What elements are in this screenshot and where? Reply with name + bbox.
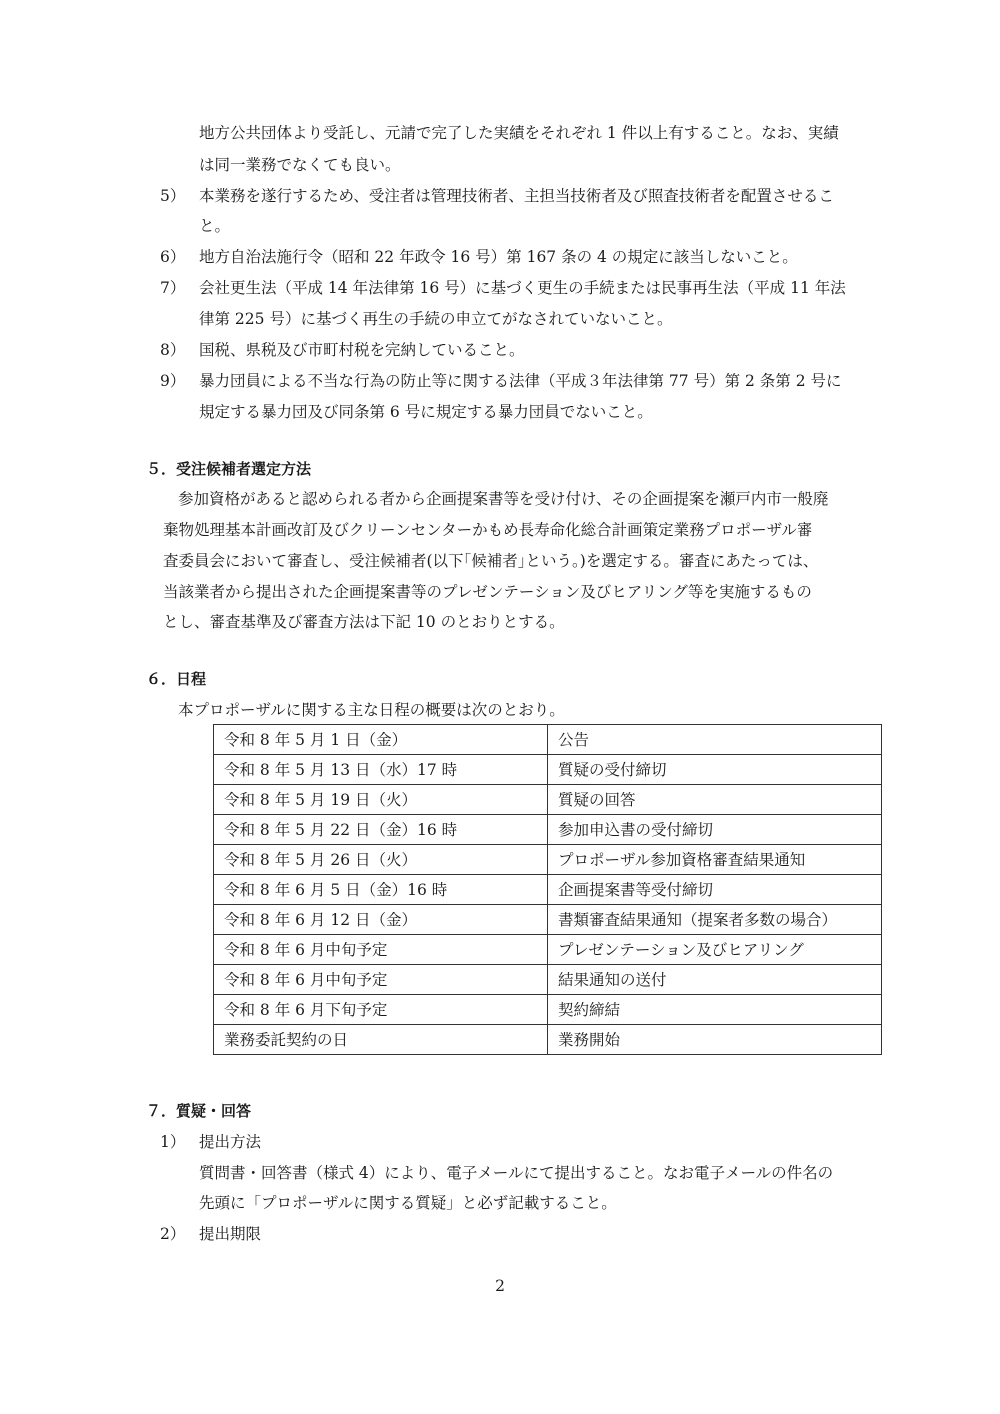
section7-item2-title: 提出期限	[199, 1225, 262, 1243]
schedule-event: 企画提案書等受付締切	[548, 875, 882, 905]
page-number: 2	[495, 1277, 505, 1295]
schedule-date: 令和 8 年 5 月 19 日（火）	[214, 785, 548, 815]
schedule-event: プロポーザル参加資格審査結果通知	[548, 845, 882, 875]
schedule-event: 結果通知の送付	[548, 965, 882, 995]
schedule-date: 令和 8 年 5 月 13 日（水）17 時	[214, 755, 548, 785]
item7-number: 7）	[160, 279, 186, 297]
schedule-date: 令和 8 年 5 月 26 日（火）	[214, 845, 548, 875]
item4-text-line1: 地方公共団体より受託し、元請で完了した実績をそれぞれ 1 件以上有すること。なお、実績	[199, 124, 839, 142]
schedule-event: 公告	[548, 725, 882, 755]
item7-text-line1: 会社更生法（平成 14 年法律第 16 号）に基づく更生の手続または民事再生法（平成 11 年法	[199, 279, 846, 297]
section5-line3: 査委員会において審査し、受注候補者(以下｢候補者｣という。)を選定する。審査にあたっては、	[163, 552, 819, 570]
table-row	[214, 815, 882, 845]
section6-heading: ６．日程	[146, 670, 207, 688]
schedule-event: 質疑の回答	[548, 785, 882, 815]
schedule-event: プレゼンテーション及びヒアリング	[548, 935, 882, 965]
section7-item1-title: 提出方法	[199, 1133, 262, 1151]
schedule-event: 業務開始	[548, 1025, 882, 1055]
table-row	[214, 1025, 882, 1055]
table-row	[214, 785, 882, 815]
item9-text-line2: 規定する暴力団及び同条第 6 号に規定する暴力団員でないこと。	[199, 403, 653, 421]
table-row	[214, 875, 882, 905]
schedule-event: 契約締結	[548, 995, 882, 1025]
schedule-date: 令和 8 年 5 月 1 日（金）	[214, 725, 548, 755]
item9-text-line1: 暴力団員による不当な行為の防止等に関する法律（平成３年法律第 77 号）第 2 条第 2 号に	[199, 372, 842, 390]
schedule-event: 書類審査結果通知（提案者多数の場合）	[548, 905, 882, 935]
schedule-date: 令和 8 年 6 月下旬予定	[214, 995, 548, 1025]
section7-item1-line2: 先頭に「プロポーザルに関する質疑」と必ず記載すること。	[199, 1194, 617, 1212]
item4-text-line2: は同一業務でなくても良い。	[199, 156, 401, 174]
section7-item1-line1: 質問書・回答書（様式 4）により、電子メールにて提出すること。なお電子メールの件名の	[199, 1164, 834, 1182]
section6-intro: 本プロポーザルに関する主な日程の概要は次のとおり。	[178, 701, 565, 719]
section7-item1-number: 1）	[160, 1133, 186, 1151]
item5-number: 5）	[160, 187, 186, 205]
schedule-event: 参加申込書の受付締切	[548, 815, 882, 845]
item5-text-line2: と。	[199, 217, 231, 235]
schedule-date: 令和 8 年 6 月中旬予定	[214, 935, 548, 965]
section5-line1: 参加資格があると認められる者から企画提案書等を受け付け、その企画提案を瀬戸内市一般廃	[178, 490, 829, 508]
schedule-table	[213, 724, 882, 1055]
table-row	[214, 755, 882, 785]
item6-number: 6）	[160, 248, 186, 266]
table-row	[214, 725, 882, 755]
table-row	[214, 935, 882, 965]
table-row	[214, 845, 882, 875]
item8-text-line1: 国税、県税及び市町村税を完納していること。	[199, 341, 525, 359]
schedule-date: 令和 8 年 6 月 12 日（金）	[214, 905, 548, 935]
section5-line2: 棄物処理基本計画改訂及びクリーンセンターかもめ長寿命化総合計画策定業務プロポーザル審	[163, 521, 813, 539]
table-row	[214, 995, 882, 1025]
item7-text-line2: 律第 225 号）に基づく再生の手続の申立てがなされていないこと。	[199, 310, 673, 328]
item9-number: 9）	[160, 372, 186, 390]
schedule-date: 令和 8 年 6 月中旬予定	[214, 965, 548, 995]
table-row	[214, 905, 882, 935]
section7-heading: ７．質疑・回答	[146, 1102, 252, 1120]
item6-text-line1: 地方自治法施行令（昭和 22 年政令 16 号）第 167 条の 4 の規定に該当しないこと。	[199, 248, 798, 266]
section5-line4: 当該業者から提出された企画提案書等のプレゼンテーション及びヒアリング等を実施するもの	[163, 583, 812, 601]
item8-number: 8）	[160, 341, 186, 359]
schedule-date: 令和 8 年 5 月 22 日（金）16 時	[214, 815, 548, 845]
section5-heading: ５．受注候補者選定方法	[146, 460, 312, 478]
schedule-event: 質疑の受付締切	[548, 755, 882, 785]
schedule-date: 令和 8 年 6 月 5 日（金）16 時	[214, 875, 548, 905]
schedule-date: 業務委託契約の日	[214, 1025, 548, 1055]
section7-item2-number: 2）	[160, 1225, 186, 1243]
item5-text-line1: 本業務を遂行するため、受注者は管理技術者、主担当技術者及び照査技術者を配置させるこ	[199, 187, 834, 205]
section5-line5: とし、審査基準及び審査方法は下記 10 のとおりとする。	[163, 613, 565, 631]
table-row	[214, 965, 882, 995]
